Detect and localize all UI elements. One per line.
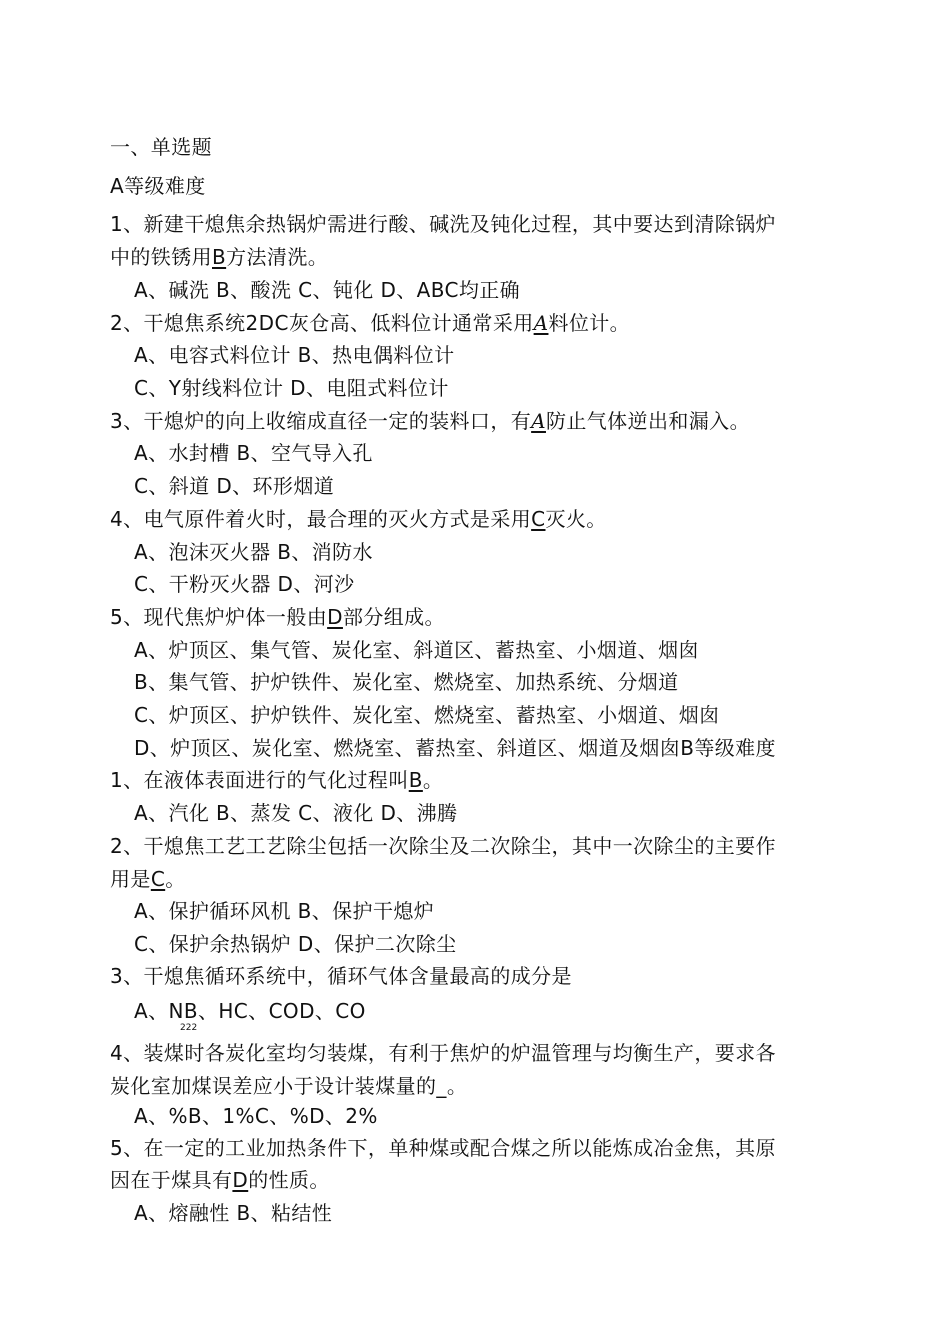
question-line: 5、在一定的工业加热条件下，单种煤或配合煤之所以能炼成冶金焦，其原 xyxy=(110,1136,776,1160)
answer: B xyxy=(408,768,423,792)
answer: D xyxy=(327,605,343,629)
option-line: A、炉顶区、集气管、炭化室、斜道区、蓄热室、小烟道、烟囱 xyxy=(134,638,699,662)
answer: C xyxy=(150,867,166,891)
question-line: 用是C。 xyxy=(110,867,186,891)
answer: B xyxy=(212,245,227,269)
question-line: 2、干熄焦工艺工艺除尘包括一次除尘及二次除尘，其中一次除尘的主要作 xyxy=(110,834,776,858)
question-line: 4、电气原件着火时，最合理的灭火方式是采用C灭火。 xyxy=(110,507,607,531)
question-line: 2、干熄焦系统2DC灰仓高、低料位计通常采用A料位计。 xyxy=(110,311,631,335)
answer: D xyxy=(232,1168,249,1192)
option-line: A、电容式料位计 B、热电偶料位计 xyxy=(134,343,455,367)
question-line: 炭化室加煤误差应小于设计装煤量的_。 xyxy=(110,1074,468,1098)
option-line: A、NB、HC、COD、CO xyxy=(134,999,366,1023)
option-line: D、炉顶区、炭化室、燃烧室、蓄热室、斜道区、烟道及烟囱B等级难度 xyxy=(134,736,776,760)
option-line: A、%B、1%C、%D、2% xyxy=(134,1104,378,1128)
question-line: 5、现代焦炉炉体一般由D部分组成。 xyxy=(110,605,445,629)
option-line: A、熔融性 B、粘结性 xyxy=(134,1201,333,1225)
question-line: 4、装煤时各炭化室均匀装煤，有利于焦炉的炉温管理与均衡生产，要求各 xyxy=(110,1041,776,1065)
question-line: 1、在液体表面进行的气化过程叫B。 xyxy=(110,768,444,792)
option-line: C、斜道 D、环形烟道 xyxy=(134,474,335,498)
answer: A xyxy=(531,409,546,433)
answer: C xyxy=(531,507,546,531)
option-line: C、干粉灭火器 D、河沙 xyxy=(134,572,355,596)
section-title: 一、单选题 xyxy=(110,135,212,159)
option-line: A、泡沫灭火器 B、消防水 xyxy=(134,540,373,564)
question-line: 因在于煤具有D的性质。 xyxy=(110,1168,330,1192)
option-line: A、保护循环风机 B、保护干熄炉 xyxy=(134,899,435,923)
level-heading: A等级难度 xyxy=(110,174,206,198)
option-line: C、保护余热锅炉 D、保护二次除尘 xyxy=(134,932,457,956)
option-line: B、集气管、护炉铁件、炭化室、燃烧室、加热系统、分烟道 xyxy=(134,670,679,694)
question-line: 3、干熄炉的向上收缩成直径一定的装料口，有A防止气体逆出和漏入。 xyxy=(110,409,750,433)
option-line: A、水封槽 B、空气导入孔 xyxy=(134,441,373,465)
question-line: 3、干熄焦循环系统中，循环气体含量最高的成分是 xyxy=(110,964,572,988)
option-line: C、Y射线料位计 D、电阻式料位计 xyxy=(134,376,449,400)
question-line: 中的铁锈用B方法清洗。 xyxy=(110,245,329,269)
option-line: C、炉顶区、护炉铁件、炭化室、燃烧室、蓄热室、小烟道、烟囱 xyxy=(134,703,720,727)
level-heading: B等级难度 xyxy=(680,736,776,760)
option-line: A、汽化 B、蒸发 C、液化 D、沸腾 xyxy=(134,801,458,825)
answer-blank: _ xyxy=(436,1074,447,1098)
subscript-note: 222 xyxy=(180,1023,198,1033)
question-line: 1、新建干熄焦余热锅炉需进行酸、碱洗及钝化过程，其中要达到清除锅炉 xyxy=(110,212,776,236)
option-line: A、碱洗 B、酸洗 C、钝化 D、ABC均正确 xyxy=(134,278,521,302)
answer: A xyxy=(533,311,549,335)
